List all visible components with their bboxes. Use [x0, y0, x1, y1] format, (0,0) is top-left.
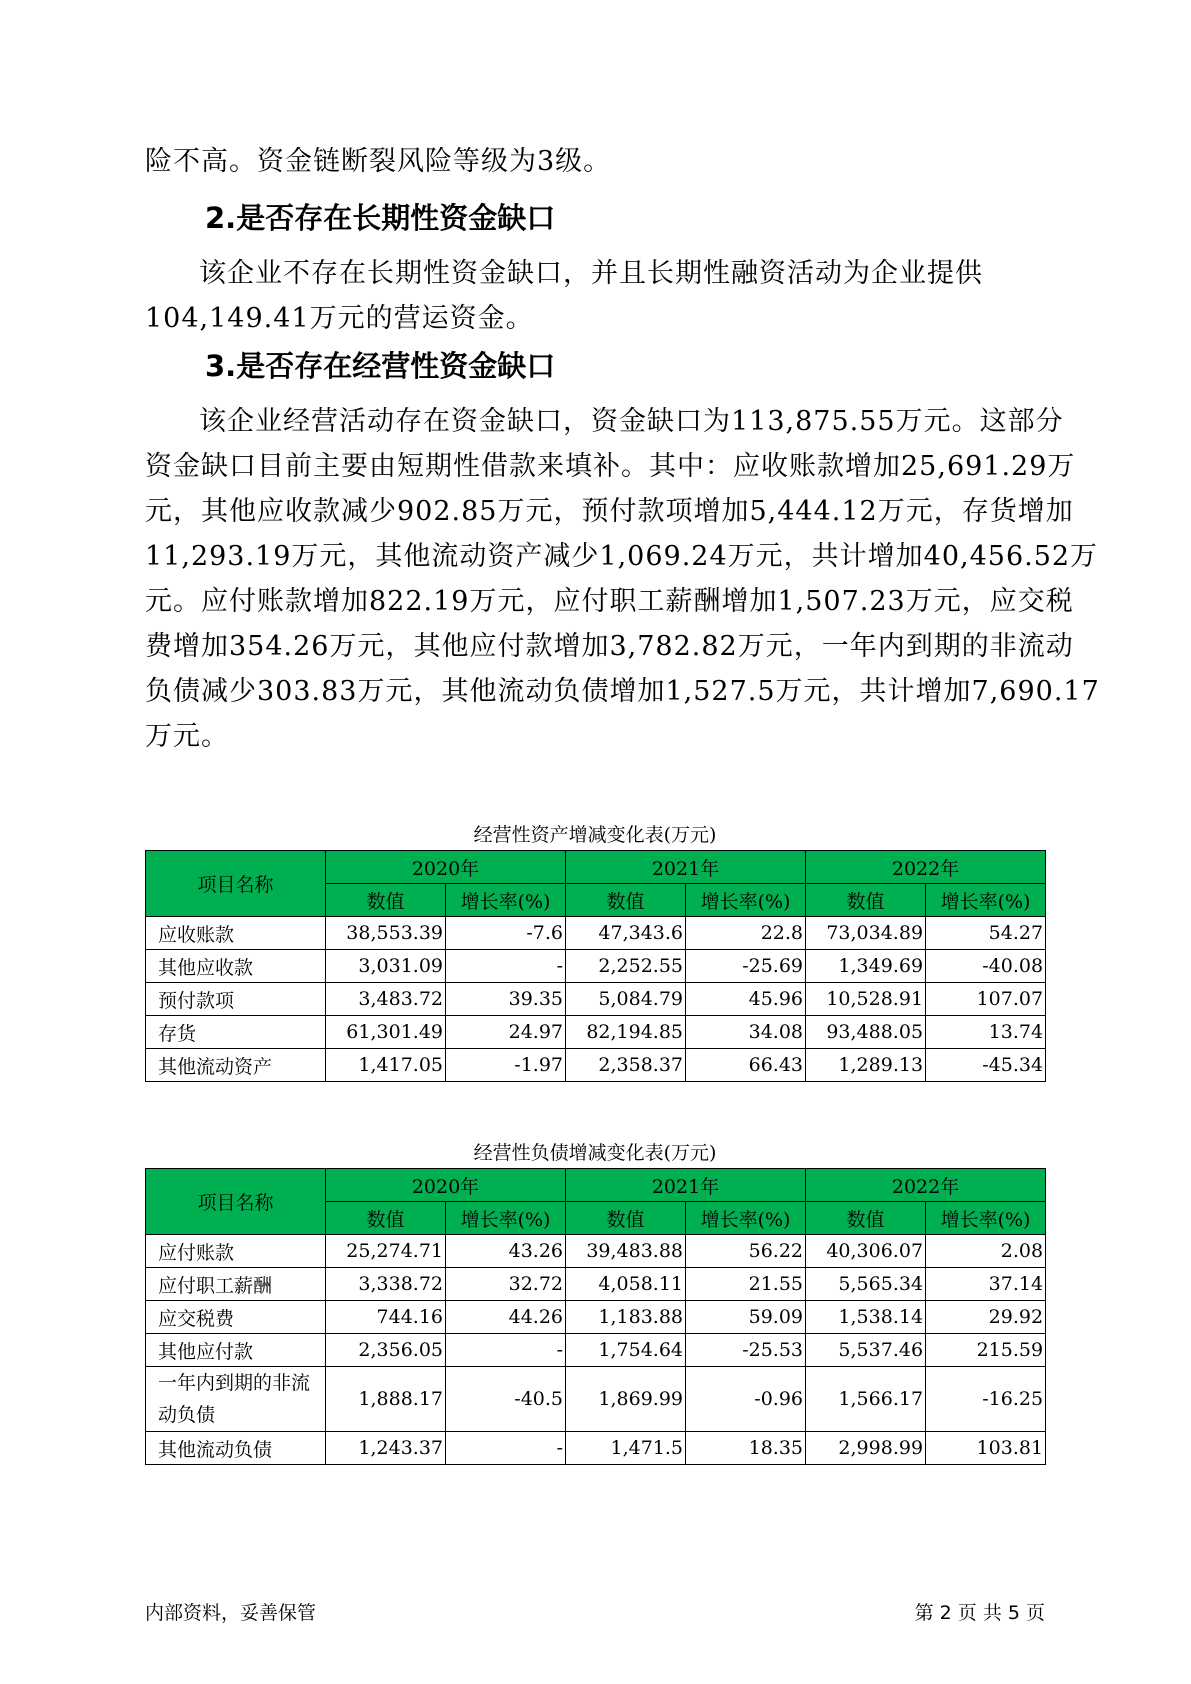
cell-growth: 13.74 [926, 1016, 1046, 1049]
cell-value: 82,194.85 [566, 1016, 686, 1049]
cell-value: 1,471.5 [566, 1432, 686, 1465]
paragraph-line: 该企业经营活动存在资金缺口，资金缺口为113,875.55万元。这部分 [199, 406, 1064, 437]
table-liabilities [145, 1168, 1046, 1465]
table-row [146, 917, 1046, 950]
table-assets [145, 850, 1046, 1082]
section-heading-3: 3.是否存在经营性资金缺口 [205, 349, 556, 383]
header-year: 2021年 [566, 1169, 806, 1202]
cell-growth: 45.96 [686, 983, 806, 1016]
cell-value: 39,483.88 [566, 1235, 686, 1268]
paragraph-line: 万元。 [145, 721, 229, 752]
row-name: 存货 [146, 1016, 326, 1049]
cell-value: 1,243.37 [326, 1432, 446, 1465]
cell-growth: 37.14 [926, 1268, 1046, 1301]
paragraph-line: 险不高。资金链断裂风险等级为3级。 [145, 146, 612, 177]
paragraph-line: 元。应付账款增加822.19万元，应付职工薪酬增加1,507.23万元，应交税 [145, 586, 1074, 617]
cell-growth: - [446, 1432, 566, 1465]
row-name: 应付职工薪酬 [146, 1268, 326, 1301]
table-row [146, 1301, 1046, 1334]
cell-growth: -1.97 [446, 1049, 566, 1082]
paragraph-line: 该企业不存在长期性资金缺口，并且长期性融资活动为企业提供 [199, 258, 983, 289]
paragraph-long-term-gap [145, 251, 1045, 341]
cell-value: 744.16 [326, 1301, 446, 1334]
cell-value: 3,483.72 [326, 983, 446, 1016]
row-name: 应付账款 [146, 1235, 326, 1268]
cell-growth: -45.34 [926, 1049, 1046, 1082]
cell-growth: -25.53 [686, 1334, 806, 1367]
cell-value: 61,301.49 [326, 1016, 446, 1049]
cell-growth: 215.59 [926, 1334, 1046, 1367]
cell-value: 1,417.05 [326, 1049, 446, 1082]
header-year: 2022年 [806, 851, 1046, 884]
cell-growth: 59.09 [686, 1301, 806, 1334]
cell-growth: -40.5 [446, 1367, 566, 1432]
cell-growth: 107.07 [926, 983, 1046, 1016]
cell-value: 40,306.07 [806, 1235, 926, 1268]
header-growth: 增长率(%) [686, 884, 806, 917]
cell-growth: 66.43 [686, 1049, 806, 1082]
cell-growth: 22.8 [686, 917, 806, 950]
header-growth: 增长率(%) [446, 884, 566, 917]
cell-value: 1,349.69 [806, 950, 926, 983]
cell-value: 25,274.71 [326, 1235, 446, 1268]
header-year: 2021年 [566, 851, 806, 884]
table-header-row [146, 851, 1046, 884]
cell-growth: 29.92 [926, 1301, 1046, 1334]
header-value: 数值 [326, 1202, 446, 1235]
cell-value: 5,537.46 [806, 1334, 926, 1367]
cell-growth: 18.35 [686, 1432, 806, 1465]
paragraph-line: 费增加354.26万元，其他应付款增加3,782.82万元，一年内到期的非流动 [145, 631, 1074, 662]
cell-value: 1,888.17 [326, 1367, 446, 1432]
row-name: 其他流动负债 [146, 1432, 326, 1465]
header-growth: 增长率(%) [926, 1202, 1046, 1235]
footer-page-number: 第 2 页 共 5 页 [914, 1602, 1045, 1624]
table-row [146, 1432, 1046, 1465]
cell-value: 5,084.79 [566, 983, 686, 1016]
header-year: 2020年 [326, 851, 566, 884]
cell-value: 1,869.99 [566, 1367, 686, 1432]
row-name: 应交税费 [146, 1301, 326, 1334]
cell-growth: 56.22 [686, 1235, 806, 1268]
paragraph-line: 资金缺口目前主要由短期性借款来填补。其中：应收账款增加25,691.29万 [145, 451, 1076, 482]
cell-value: 2,358.37 [566, 1049, 686, 1082]
cell-value: 2,252.55 [566, 950, 686, 983]
cell-growth: -25.69 [686, 950, 806, 983]
cell-growth: - [446, 1334, 566, 1367]
header-value: 数值 [806, 1202, 926, 1235]
table-row [146, 1268, 1046, 1301]
cell-value: 93,488.05 [806, 1016, 926, 1049]
cell-value: 73,034.89 [806, 917, 926, 950]
table-caption-liabilities: 经营性负债增减变化表(万元) [473, 1142, 717, 1164]
cell-growth: 2.08 [926, 1235, 1046, 1268]
cell-value: 38,553.39 [326, 917, 446, 950]
row-name: 应收账款 [146, 917, 326, 950]
header-growth: 增长率(%) [686, 1202, 806, 1235]
cell-growth: -40.08 [926, 950, 1046, 983]
cell-value: 2,998.99 [806, 1432, 926, 1465]
cell-value: 5,565.34 [806, 1268, 926, 1301]
cell-value: 1,754.64 [566, 1334, 686, 1367]
cell-growth: 44.26 [446, 1301, 566, 1334]
cell-growth: -0.96 [686, 1367, 806, 1432]
table-row [146, 1334, 1046, 1367]
cell-growth: 21.55 [686, 1268, 806, 1301]
table-row [146, 983, 1046, 1016]
cell-value: 1,289.13 [806, 1049, 926, 1082]
header-year: 2020年 [326, 1169, 566, 1202]
header-value: 数值 [806, 884, 926, 917]
row-name: 预付款项 [146, 983, 326, 1016]
cell-value: 1,183.88 [566, 1301, 686, 1334]
table-row [146, 1016, 1046, 1049]
cell-growth: 43.26 [446, 1235, 566, 1268]
header-growth: 增长率(%) [446, 1202, 566, 1235]
header-year: 2022年 [806, 1169, 1046, 1202]
section-heading-2: 2.是否存在长期性资金缺口 [205, 201, 556, 235]
cell-value: 1,538.14 [806, 1301, 926, 1334]
header-item-name: 项目名称 [146, 1169, 326, 1235]
cell-growth: 39.35 [446, 983, 566, 1016]
header-item-name: 项目名称 [146, 851, 326, 917]
cell-value: 47,343.6 [566, 917, 686, 950]
header-value: 数值 [566, 1202, 686, 1235]
cell-growth: 24.97 [446, 1016, 566, 1049]
row-name: 其他应收款 [146, 950, 326, 983]
cell-growth: 34.08 [686, 1016, 806, 1049]
cell-growth: - [446, 950, 566, 983]
row-name: 一年内到期的非流动负债 [146, 1367, 326, 1432]
table-row [146, 1367, 1046, 1432]
cell-value: 1,566.17 [806, 1367, 926, 1432]
cell-value: 4,058.11 [566, 1268, 686, 1301]
table-header-row [146, 1169, 1046, 1202]
cell-value: 2,356.05 [326, 1334, 446, 1367]
cell-growth: -7.6 [446, 917, 566, 950]
row-name: 其他流动资产 [146, 1049, 326, 1082]
header-growth: 增长率(%) [926, 884, 1046, 917]
paragraph-line: 负债减少303.83万元，其他流动负债增加1,527.5万元，共计增加7,690.17 [145, 676, 1100, 707]
paragraph-line: 元，其他应收款减少902.85万元，预付款项增加5,444.12万元，存货增加 [145, 496, 1074, 527]
row-name: 其他应付款 [146, 1334, 326, 1367]
table-row [146, 1049, 1046, 1082]
cell-value: 3,031.09 [326, 950, 446, 983]
cell-growth: 32.72 [446, 1268, 566, 1301]
table-row [146, 1235, 1046, 1268]
table-caption-assets: 经营性资产增减变化表(万元) [473, 824, 717, 846]
header-value: 数值 [566, 884, 686, 917]
cell-growth: -16.25 [926, 1367, 1046, 1432]
paragraph-line: 104,149.41万元的营运资金。 [145, 303, 534, 334]
paragraph-line: 11,293.19万元，其他流动资产减少1,069.24万元，共计增加40,456.52万 [145, 541, 1099, 572]
paragraph-operating-gap [145, 399, 1100, 759]
cell-value: 3,338.72 [326, 1268, 446, 1301]
footer-confidential-note: 内部资料，妥善保管 [145, 1602, 317, 1624]
header-value: 数值 [326, 884, 446, 917]
table-row [146, 950, 1046, 983]
intro-paragraph [145, 139, 1045, 184]
cell-growth: 54.27 [926, 917, 1046, 950]
cell-growth: 103.81 [926, 1432, 1046, 1465]
cell-value: 10,528.91 [806, 983, 926, 1016]
